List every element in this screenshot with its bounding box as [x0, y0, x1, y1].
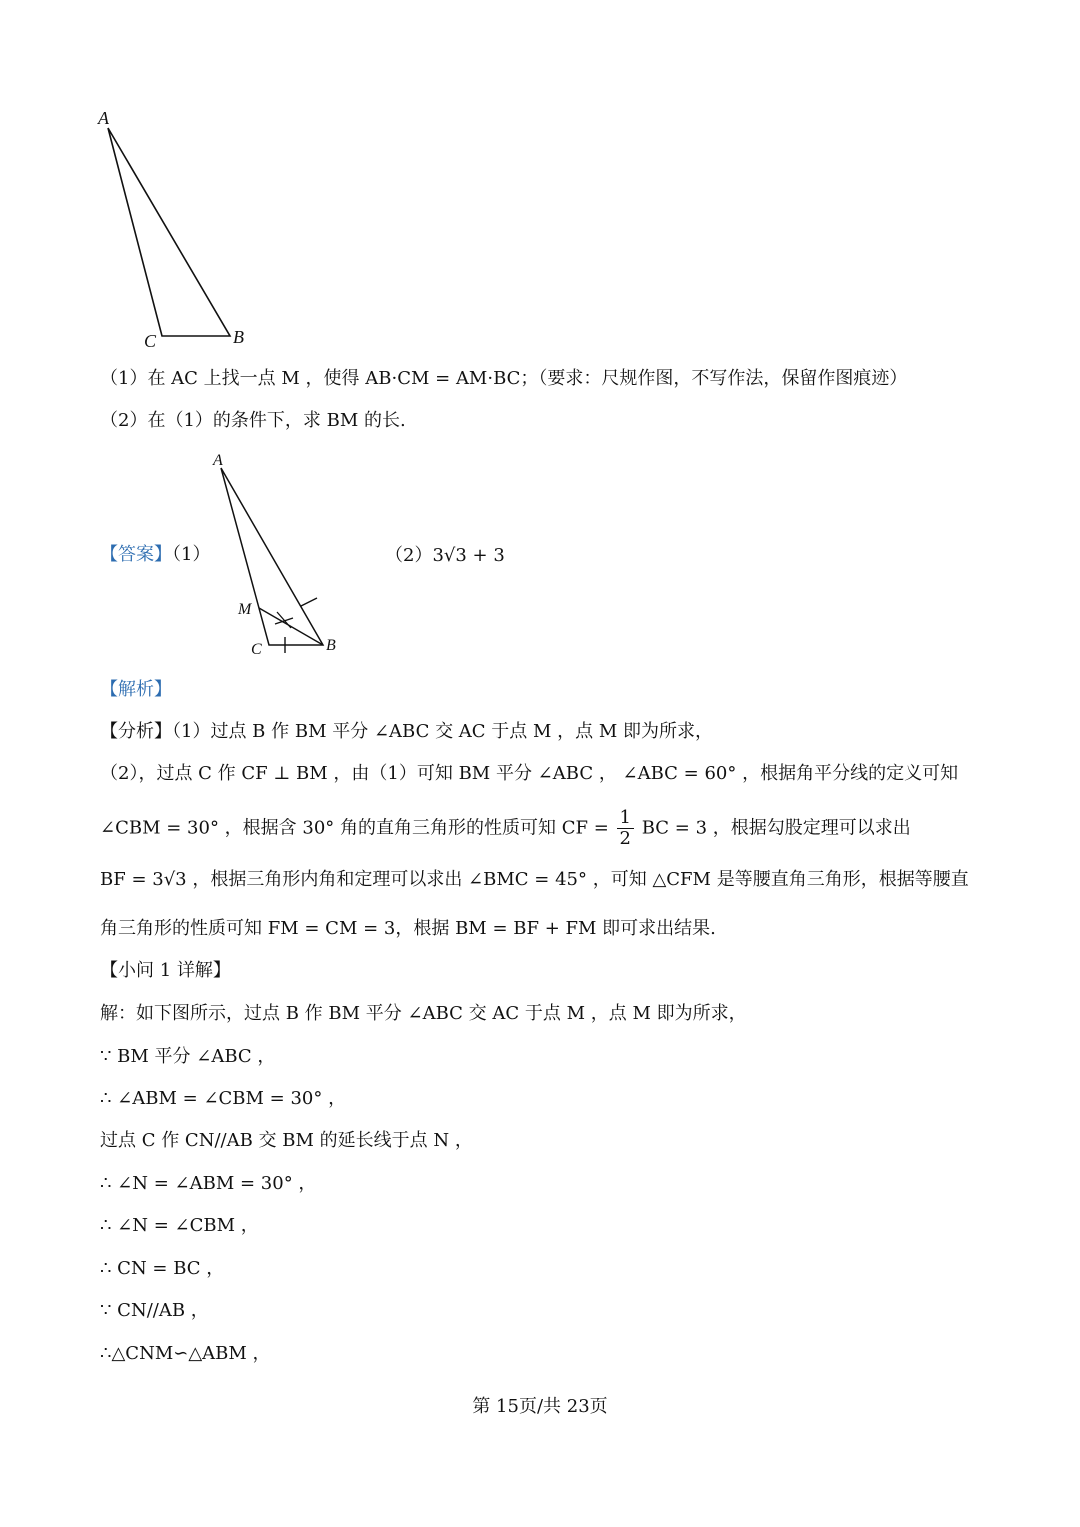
- fraction-numerator: 1: [617, 808, 634, 829]
- arc-mark-ab: [301, 598, 317, 606]
- detail-line-6: ∴ CN = BC ，: [100, 1258, 225, 1279]
- analysis-line-4: BF = 3√3 ，根据三角形内角和定理可以求出 ∠BMC = 45° ，可知 △CFM 是等腰直角三角形，根据等腰直: [100, 869, 969, 890]
- detail-line-7: ∵ CN//AB ，: [100, 1300, 209, 1321]
- label-a: A: [98, 108, 109, 128]
- label-b-2: B: [326, 637, 336, 654]
- answer-line: [100, 542, 210, 568]
- analysis-line-3b: BC = 3 ，根据勾股定理可以求出: [641, 817, 911, 839]
- analysis-line-3a: ∠CBM = 30° ，根据含 30° 角的直角三角形的性质可知 CF =: [100, 817, 609, 839]
- detail-line-5: ∴ ∠N = ∠CBM ，: [100, 1215, 259, 1236]
- label-m-2: M: [238, 601, 252, 618]
- detail-line-4: ∴ ∠N = ∠ABM = 30° ，: [100, 1173, 317, 1194]
- detail-line-0: 解：如下图所示，过点 B 作 BM 平分 ∠ABC 交 AC 于点 M ，点 M 即为所求，: [100, 1003, 747, 1024]
- label-c-2: C: [251, 641, 262, 658]
- page-footer: 第 15页/共 23页: [472, 1396, 608, 1417]
- detail-line-1: ∵ BM 平分 ∠ABC ，: [100, 1046, 276, 1067]
- analysis-line-5: 角三角形的性质可知 FM = CM = 3，根据 BM = BF + FM 即可求出结果.: [100, 918, 716, 939]
- label-b: B: [233, 327, 244, 347]
- detail-line-8: ∴△CNM∽△ABM ，: [100, 1343, 271, 1364]
- answer-part-2: （2）3√3 + 3: [385, 545, 505, 566]
- analysis-line-2: （2），过点 C 作 CF ⊥ BM ，由（1）可知 BM 平分 ∠ABC ， ∠ABC = 60° ，根据角平分线的定义可知: [100, 763, 959, 784]
- answer-part-1: （1）: [172, 544, 211, 565]
- fraction-denominator: 2: [619, 828, 631, 849]
- detail-tag: 【小问 1 详解】: [100, 960, 231, 981]
- analysis-line-3: [100, 808, 1000, 849]
- analysis-line-1: 【分析】（1）过点 B 作 BM 平分 ∠ABC 交 AC 于点 M ，点 M 即为所求，: [100, 721, 714, 742]
- label-a-2: A: [213, 452, 223, 469]
- answer-tag: 【答案】: [100, 544, 172, 565]
- figure-construction: [205, 448, 355, 658]
- detail-line-2: ∴ ∠ABM = ∠CBM = 30° ，: [100, 1088, 347, 1109]
- bisector-bm: [259, 608, 323, 645]
- question-2: （2）在（1）的条件下，求 BM 的长.: [100, 410, 406, 431]
- triangle-outline: [108, 128, 230, 336]
- detail-line-3: 过点 C 作 CN//AB 交 BM 的延长线于点 N ，: [100, 1130, 473, 1151]
- triangle-outline-2: [221, 468, 323, 645]
- fraction-half: [617, 808, 634, 849]
- analysis-tag: 【解析】: [100, 679, 172, 700]
- label-c: C: [144, 331, 157, 351]
- question-1: （1）在 AC 上找一点 M ，使得 AB·CM = AM·BC；（要求：尺规作图，不写作法，保留作图痕迹）: [100, 368, 908, 389]
- figure-triangle-abc: [90, 100, 260, 360]
